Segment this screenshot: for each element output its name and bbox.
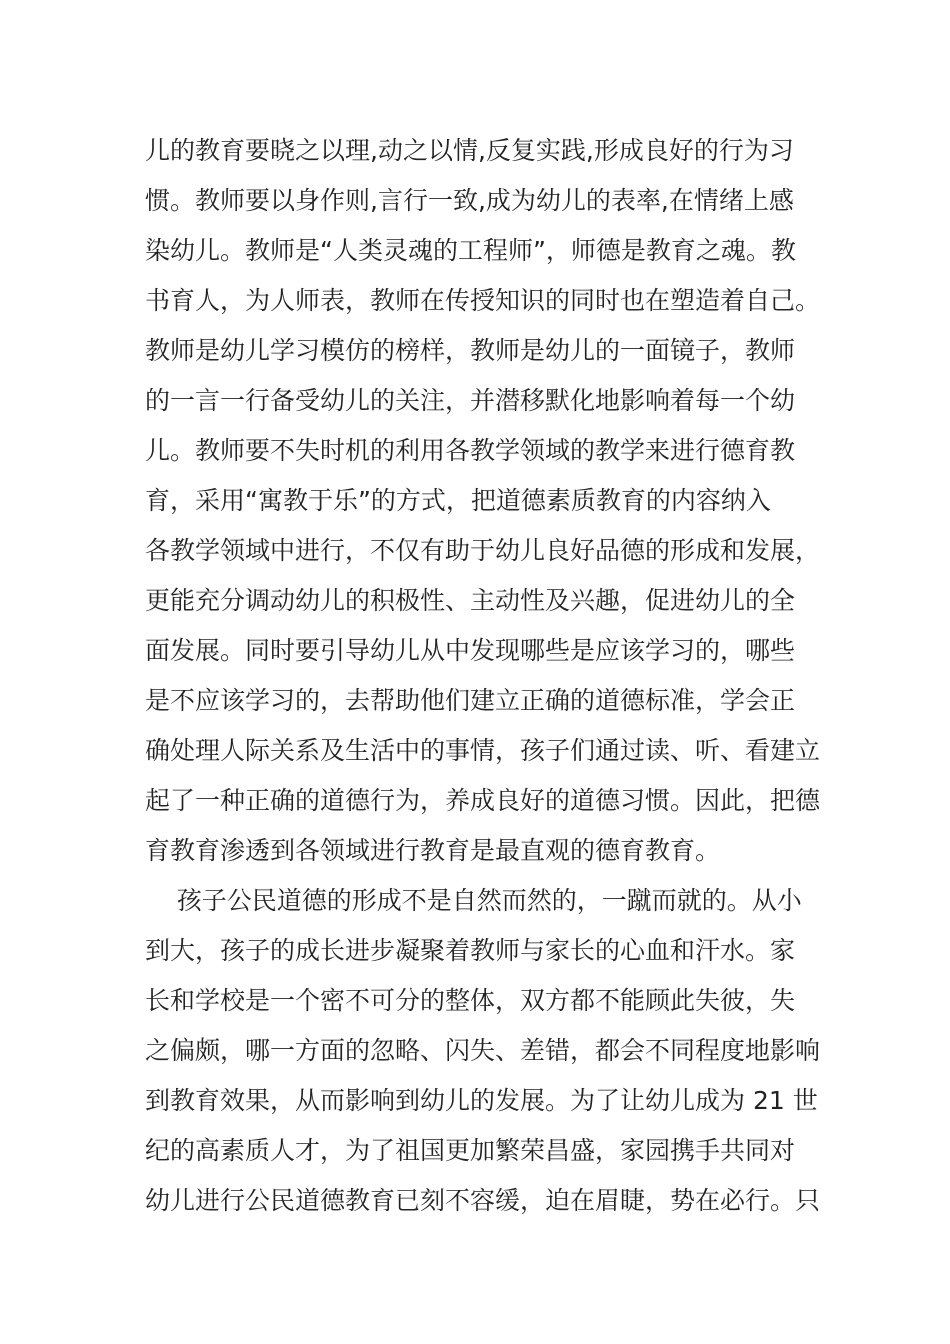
text-line: 起了一种正确的道德行为，养成良好的道德习惯。因此，把德 (145, 786, 821, 815)
text-line: 教师是幼儿学习模仿的榜样，教师是幼儿的一面镜子，教师 (145, 336, 796, 365)
text-line: 儿。教师要不失时机的利用各教学领域的教学来进行德育教 (145, 436, 796, 465)
text-line: 各教学领域中进行，不仅有助于幼儿良好品德的形成和发展， (145, 536, 821, 565)
text-line: 纪的高素质人才，为了祖国更加繁荣昌盛，家园携手共同对 (145, 1136, 796, 1165)
text-line: 幼儿进行公民道德教育已刻不容缓，迫在眉睫，势在必行。只 (145, 1186, 821, 1215)
text-line: 长和学校是一个密不可分的整体，双方都不能顾此失彼，失 (145, 986, 796, 1015)
text-line: 确处理人际关系及生活中的事情，孩子们通过读、听、看建立 (145, 736, 821, 765)
text-line: 惯。教师要以身作则,言行一致,成为幼儿的表率,在情绪上感 (145, 186, 794, 215)
text-line: 育教育渗透到各领域进行教育是最直观的德育教育。 (145, 836, 721, 865)
text-line: 染幼儿。教师是“人类灵魂的工程师”，师德是教育之魂。教 (145, 236, 796, 265)
text-line: 到教育效果，从而影响到幼儿的发展。为了让幼儿成为 21 世 (145, 1086, 818, 1115)
text-line: 是不应该学习的，去帮助他们建立正确的道德标准，学会正 (145, 686, 796, 715)
text-line: 更能充分调动幼儿的积极性、主动性及兴趣，促进幼儿的全 (145, 586, 796, 615)
text-line: 育，采用“寓教于乐”的方式，把道德素质教育的内容纳入 (145, 486, 771, 515)
text-line: 儿的教育要晓之以理,动之以情,反复实践,形成良好的行为习 (145, 136, 794, 165)
text-line: 到大，孩子的成长进步凝聚着教师与家长的心血和汗水。家 (145, 936, 796, 965)
body-text (145, 126, 825, 1226)
text-line: 面发展。同时要引导幼儿从中发现哪些是应该学习的，哪些 (145, 636, 796, 665)
text-line: 之偏颇，哪一方面的忽略、闪失、差错，都会不同程度地影响 (145, 1036, 821, 1065)
text-line: 书育人，为人师表，教师在传授知识的同时也在塑造着自己。 (145, 286, 821, 315)
text-line: 的一言一行备受幼儿的关注，并潜移默化地影响着每一个幼 (145, 386, 796, 415)
text-line: 孩子公民道德的形成不是自然而然的，一蹴而就的。从小 (145, 886, 802, 915)
